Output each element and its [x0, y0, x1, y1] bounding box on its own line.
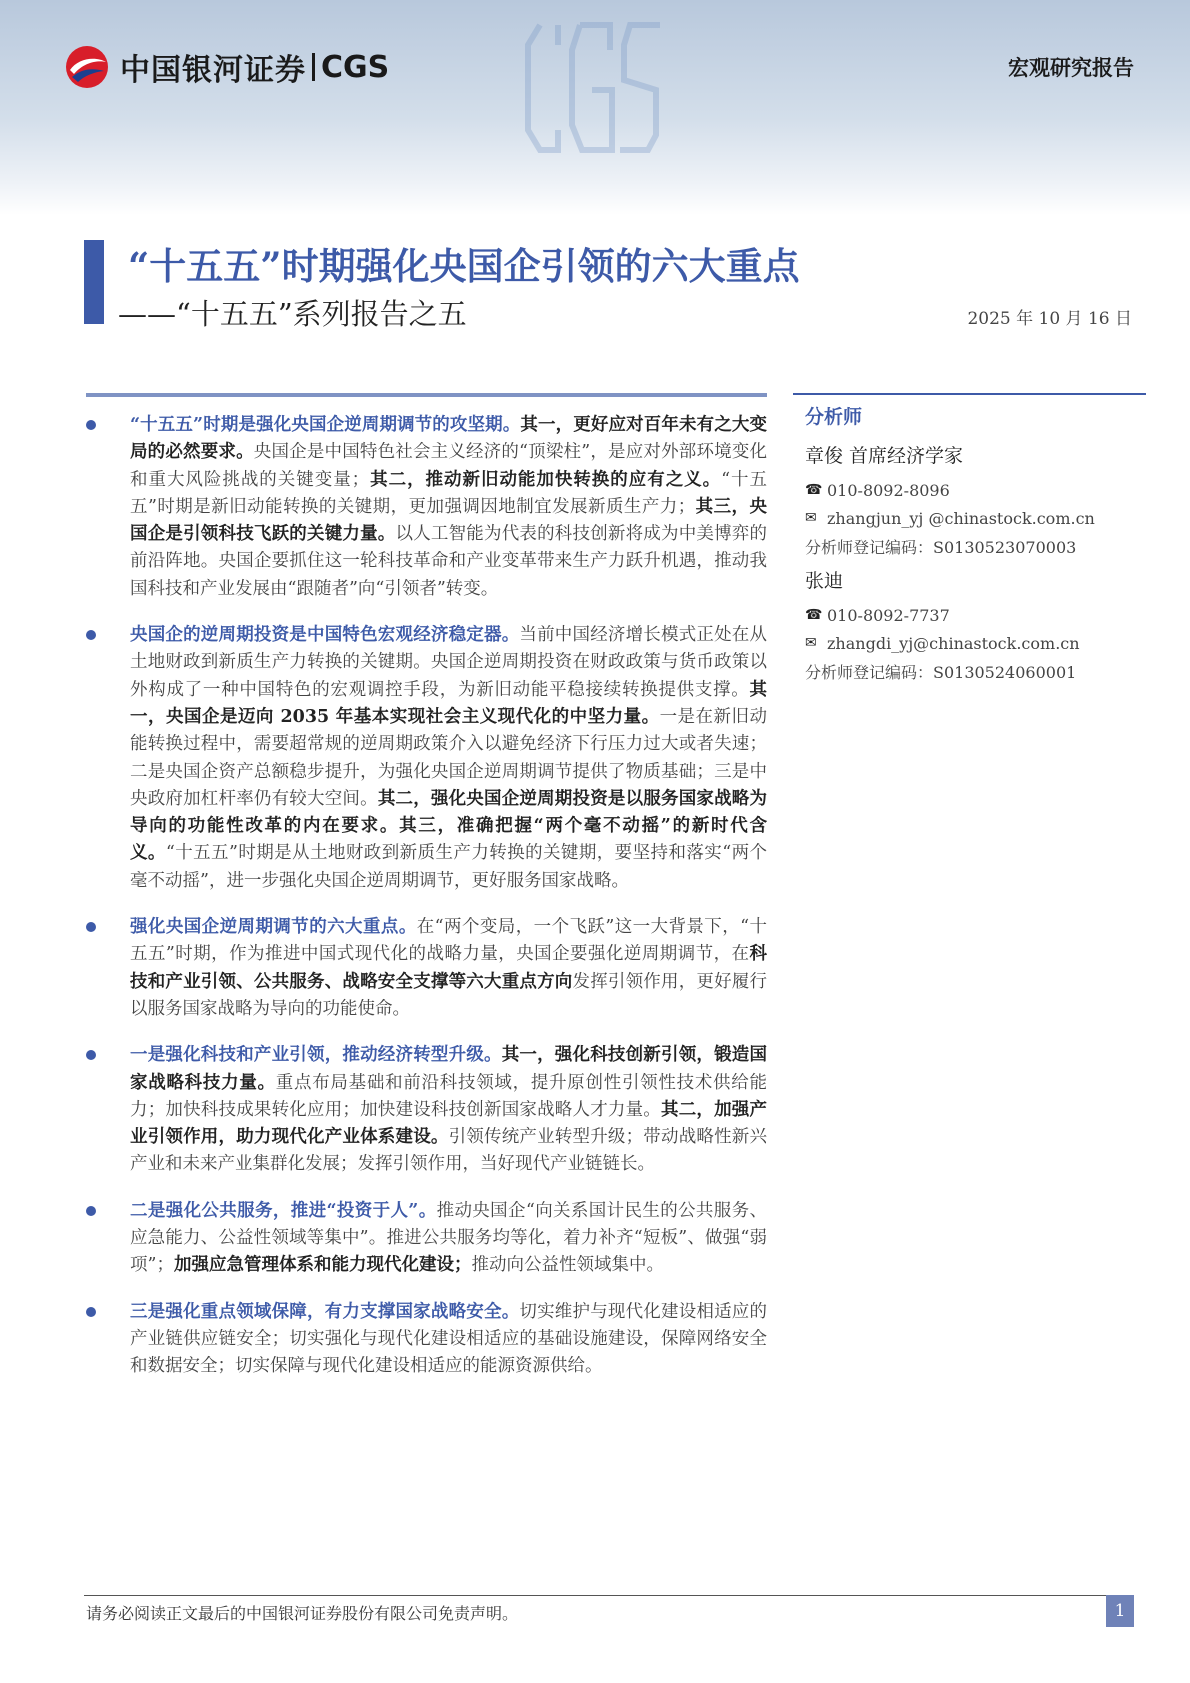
bullet-emphasis: 其一，强化科技创新引领，锻造国家战略科技力量。 [130, 1045, 768, 1093]
bullet-text: 一是在新旧动能转换过程中，需要超常规的逆周期政策介入以避免经济下行压力过大或者失速；二是央国企资产总额稳步提升，为强化央国企逆周期调节提供了物质基础；三是中央政府加杠杆率仍有较大空间。 [130, 706, 768, 809]
analyst-card [805, 441, 1150, 560]
bullet-text: “十五五”时期是新旧动能转换的关键期，更加强调因地制宜发展新质生产力； [130, 469, 768, 517]
page-number: 1 [1106, 1595, 1134, 1627]
analyst-registration: 分析师登记编码：S0130524060001 [805, 662, 1077, 682]
summary-bullets [86, 412, 767, 1400]
analyst-heading: 分析师 [805, 406, 863, 428]
analyst-reg-row [805, 657, 1150, 685]
bullet-dot-icon [86, 1307, 96, 1317]
footer-disclaimer: 请务必阅读正文最后的中国银河证券股份有限公司免责声明。 [86, 1604, 519, 1623]
bullet-heading: 央国企的逆周期投资是中国特色宏观经济稳定器。 [130, 625, 520, 646]
title-accent-bar [84, 240, 104, 324]
bullet-text: 引领传统产业转型升级；带动战略性新兴产业和未来产业集群化发展；发挥引领作用，当好现代产业链链长。 [130, 1127, 768, 1175]
bullet-heading: 一是强化科技和产业引领，推动经济转型升级。 [130, 1045, 502, 1066]
bullet-emphasis: 其三，央国企是引领科技飞跃的关键力量。 [130, 496, 767, 545]
bullet-text: 发挥引领作用，更好履行以服务国家战略为导向的功能使命。 [130, 971, 767, 1019]
report-subtitle: ——“十五五”系列报告之五 [118, 297, 467, 331]
bullet-dot-icon [86, 922, 96, 932]
bullet-emphasis: 其二，强化央国企逆周期投资是以服务国家战略为导向的功能性改革的内在要求。其三，准确把握“两个毫不动摇”的新时代含义。 [130, 788, 768, 864]
analyst-email[interactable]: zhangjun_yj @chinastock.com.cn [827, 508, 1095, 528]
analyst-email-row [805, 504, 1150, 532]
cgs-watermark-icon [520, 10, 670, 160]
bullet-text: 推动央国企“向关系国计民生的公共服务、应急能力、公益性领域等集中”。推进公共服务均等化，着力补齐“短板”、做强“弱项”； [130, 1200, 767, 1276]
main-divider [86, 393, 767, 397]
galaxy-logo-icon [64, 44, 110, 90]
phone-icon: ☎ [805, 482, 823, 498]
logo-cgs: CGS [321, 49, 390, 85]
analyst-phone-row [805, 476, 1150, 504]
analyst-name: 张迪 [805, 570, 844, 592]
analyst-phone: 010-8092-7737 [827, 605, 950, 625]
bullet-text: 切实维护与现代化建设相适应的产业链供应链安全；切实强化与现代化建设相适应的基础设施建设，保障网络安全和数据安全；切实保障与现代化建设相适应的能源资源供给。 [130, 1301, 768, 1377]
bullet-emphasis: 其一，央国企是迈向 2035 年基本实现社会主义现代化的中坚力量。 [130, 679, 767, 727]
sidebar-divider [793, 393, 1146, 395]
analyst-phone-row [805, 601, 1150, 629]
bullet-dot-icon [86, 630, 96, 640]
analyst-phone: 010-8092-8096 [827, 480, 950, 500]
bullet-heading: 三是强化重点领域保障，有力支撑国家战略安全。 [130, 1301, 520, 1322]
bullet-paragraph [86, 1042, 767, 1178]
company-logo [64, 44, 389, 90]
analyst-email-row [805, 629, 1150, 657]
logo-divider [312, 53, 315, 81]
bullet-text: 推动向公益性领域集中。 [471, 1255, 664, 1276]
analyst-email[interactable]: zhangdi_yj@chinastock.com.cn [827, 633, 1080, 653]
bullet-text: 以人工智能为代表的科技创新将成为中美博弈的前沿阵地。央国企要抓住这一轮科技革命和产业变革带来生产力跃升机遇，推动我国科技和产业发展由“跟随者”向“引领者”转变。 [130, 524, 767, 599]
bullet-dot-icon [86, 1206, 96, 1216]
report-type-label: 宏观研究报告 [1008, 55, 1134, 80]
bullet-heading: “十五五”时期是强化央国企逆周期调节的攻坚期。 [130, 415, 521, 435]
bullet-emphasis: 其二，加强产业引领作用，助力现代化产业体系建设。 [130, 1099, 767, 1148]
bullet-text: 重点布局基础和前沿科技领域，提升原创性引领性技术供给能力；加快科技成果转化应用；加快建设科技创新国家战略人才力量。 [130, 1072, 767, 1120]
bullet-emphasis: 科技和产业引领、公共服务、战略安全支撑等六大重点方向 [130, 944, 767, 992]
analyst-sidebar [805, 400, 1150, 685]
bullet-text: “十五五”时期是从土地财政到新质生产力转换的关键期，要坚持和落实“两个毫不动摇”，进一步强化央国企逆周期调节，更好服务国家战略。 [130, 843, 767, 891]
bullet-paragraph [86, 622, 767, 895]
bullet-emphasis: 其一，更好应对百年未有之大变局的必然要求。 [130, 415, 767, 463]
analyst-registration: 分析师登记编码：S0130523070003 [805, 537, 1077, 557]
bullet-paragraph [86, 1198, 767, 1280]
mail-icon: ✉ [805, 635, 817, 651]
bullet-emphasis: 其二，推动新旧动能加快转换的应有之义。 [369, 469, 722, 490]
footer-divider [84, 1595, 1134, 1596]
bullet-heading: 强化央国企逆周期调节的六大重点。 [130, 917, 417, 938]
analyst-card [805, 566, 1150, 685]
bullet-paragraph [86, 412, 767, 603]
bullet-text: 央国企是中国特色社会主义经济的“顶梁柱”，是应对外部环境变化和重大风险挑战的关键变量； [130, 442, 767, 490]
logo-company-name: 中国银河证券 [120, 53, 306, 88]
bullet-paragraph [86, 1299, 767, 1381]
bullet-dot-icon [86, 1050, 96, 1060]
mail-icon: ✉ [805, 510, 817, 526]
bullet-dot-icon [86, 420, 96, 430]
phone-icon: ☎ [805, 607, 823, 623]
analyst-reg-row [805, 532, 1150, 560]
bullet-text: 在“两个变局，一个飞跃”这一大背景下，“十五五”时期，作为推进中国式现代化的战略力量，央国企要强化逆周期调节，在 [130, 917, 768, 965]
report-date: 2025 年 10 月 16 日 [967, 309, 1132, 329]
bullet-emphasis: 加强应急管理体系和能力现代化建设； [173, 1255, 472, 1276]
bullet-text: 当前中国经济增长模式正处在从土地财政到新质生产力转换的关键期。央国企逆周期投资在财政政策与货币政策以外构成了一种中国特色的宏观调控手段，为新旧动能平稳接续转换提供支撑。 [130, 625, 768, 700]
report-title: “十五五”时期强化央国企引领的六大重点 [128, 244, 800, 288]
bullet-heading: 二是强化公共服务，推进“投资于人”。 [130, 1200, 437, 1221]
bullet-paragraph [86, 914, 767, 1023]
analyst-name: 章俊 首席经济学家 [805, 445, 964, 467]
